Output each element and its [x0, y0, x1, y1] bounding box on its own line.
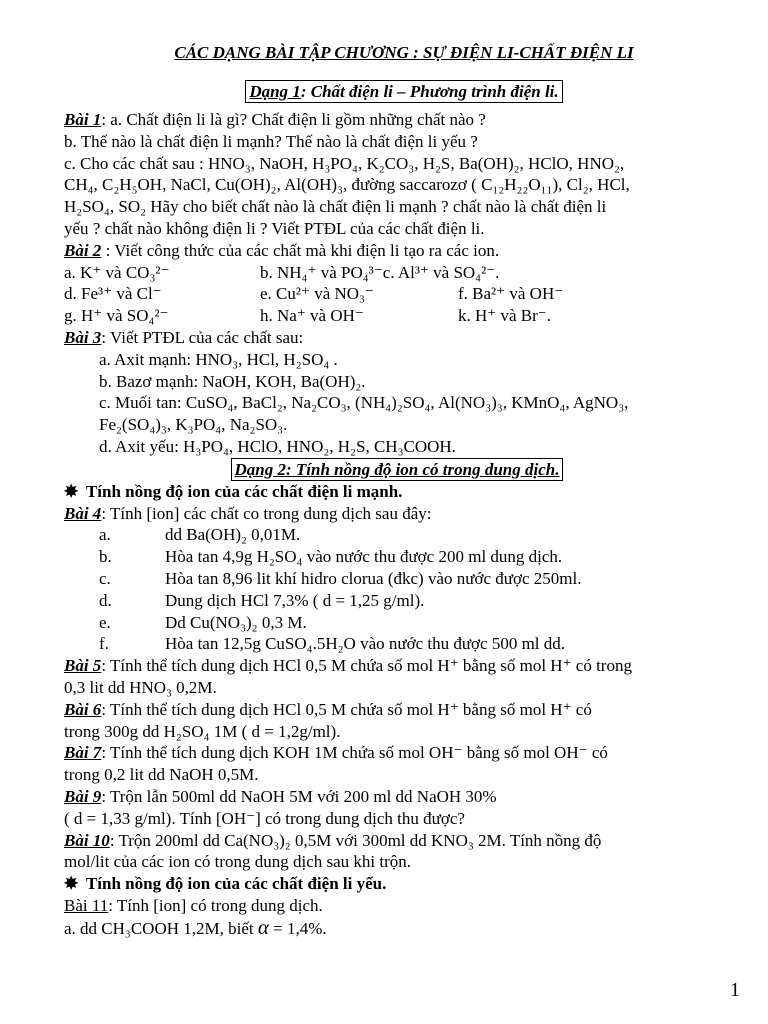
bai1-line-c3: H₂SO₄, SO₂ Hãy cho biết chất nào là chất điện li mạnh ? chất nào là chất điện li: [64, 197, 607, 217]
bai4-item-text: dd Ba(OH)₂ 0,01M.: [165, 525, 301, 545]
bai2-row-3: [64, 305, 744, 327]
dang2-box: Dạng 2: Tính nồng độ ion có trong dung dịch.: [231, 458, 564, 481]
bai11-a-value: = 1,4%.: [268, 918, 327, 938]
bai4-item: [64, 568, 744, 590]
star-icon: ✸: [64, 481, 79, 501]
dang1-label: Dạng 1: [249, 82, 301, 101]
bai4-item: [64, 633, 744, 655]
bai3-line: [64, 327, 744, 349]
bai3-item: a. Axit mạnh: HNO₃, HCl, H₂SO₄ .: [99, 349, 338, 369]
bai6-line-2: trong 300g dd H₂SO₄ 1M ( d = 1,2g/ml).: [64, 721, 341, 741]
bai2-label: Bài 2: [64, 240, 102, 260]
bai4-item: [64, 524, 744, 546]
alpha-symbol: α: [257, 914, 269, 939]
page-title: CÁC DẠNG BÀI TẬP CHƯƠNG : SỰ ĐIỆN LI-CHẤT ĐIỆN LI: [174, 43, 634, 62]
bai1-line-a: [64, 109, 744, 131]
bai2-cell: g. H⁺ và SO₄²⁻: [64, 306, 169, 326]
bai3-item: d. Axit yếu: H₃PO₄, HClO, HNO₂, H₂S, CH₃COOH.: [99, 436, 456, 456]
bai9-line-1: [64, 786, 744, 808]
bai1-label: Bài 1: [64, 110, 102, 129]
bai4-item-text: Hòa tan 12,5g CuSO₄.5H₂O vào nước thu được 500 ml dd.: [165, 634, 566, 654]
bai1-line-b: b. Thế nào là chất điện li mạnh? Thế nào là chất điện li yếu ?: [64, 131, 478, 151]
bai2-line: [64, 240, 744, 262]
bai3-label: Bài 3: [64, 327, 102, 347]
bai4-item-label: d.: [99, 590, 112, 610]
bai6-line-1: [64, 699, 744, 721]
bai5-text: : Tính thể tích dung dịch HCl 0,5 M chứa số mol H⁺ bằng số mol H⁺ có trong: [101, 656, 632, 676]
bai10-label: Bài 10: [64, 830, 110, 850]
bai4-item: [64, 546, 744, 568]
bai4-item-label: e.: [99, 612, 111, 632]
bai4-item-label: c.: [99, 568, 111, 588]
section-strong-heading: [64, 481, 744, 503]
bai4-item-text: Hòa tan 8,96 lit khí hidro clorua (đkc) vào nước được 250ml.: [165, 568, 582, 588]
bai5-line-2: 0,3 lit dd HNO₃ 0,2M.: [64, 677, 217, 697]
bai4-item-label: b.: [99, 547, 112, 567]
bai1-line-c4: yếu ? chất nào không điện li ? Viết PTĐL của các chất điện li.: [64, 218, 485, 238]
bai11-line: [64, 895, 744, 917]
bai9-line-2: ( d = 1,33 g/ml). Tính [OH⁻] có trong dung dịch thu được?: [64, 808, 465, 828]
bai5-line-1: [64, 655, 744, 677]
bai4-item: [64, 612, 744, 634]
bai7-label: Bài 7: [64, 743, 102, 763]
bai2-cell: e. Cu²⁺ và NO₃⁻: [260, 284, 374, 304]
bai3-text: : Viết PTĐL của các chất sau:: [101, 327, 304, 347]
bai7-text: : Tính thể tích dung dịch KOH 1M chứa số mol OH⁻ bằng số mol OH⁻ có: [101, 743, 608, 763]
bai4-line: [64, 503, 744, 525]
bai3-item: b. Bazơ mạnh: NaOH, KOH, Ba(OH)₂.: [99, 371, 366, 391]
bai2-cell: a. K⁺ và CO₃²⁻: [64, 262, 170, 282]
section-weak-heading: [64, 873, 744, 895]
bai4-item-label: f.: [99, 634, 109, 654]
bai11-label: Bài 11: [64, 895, 109, 915]
section-weak-text: Tính nồng độ ion của các chất điện li yếu.: [85, 874, 387, 894]
bai1-line-c2: CH₄, C₂H₅OH, NaCl, Cu(OH)₂, Al(OH)₃, đường saccarozơ ( C₁₂H₂₂O₁₁), Cl₂, HCl,: [64, 175, 630, 195]
bai7-line-2: trong 0,2 lit dd NaOH 0,5M.: [64, 765, 259, 785]
bai10-text: : Trộn 200ml dd Ca(NO₃)₂ 0,5M với 300ml dd KNO₃ 2M. Tính nồng độ: [109, 830, 602, 850]
bai2-cell: b. NH₄⁺ và PO₄³⁻c. Al³⁺ và SO₄²⁻.: [260, 262, 500, 282]
bai11-a-text: a. dd CH₃COOH 1,2M, biết: [64, 918, 258, 938]
bai2-row-1: [64, 262, 744, 284]
section-strong-text: Tính nồng độ ion của các chất điện li mạnh.: [85, 481, 403, 501]
star-icon: ✸: [64, 874, 79, 894]
section-dang1: [64, 80, 744, 103]
bai9-label: Bài 9: [64, 786, 102, 806]
bai1-line-c1: c. Cho các chất sau : HNO₃, NaOH, H₃PO₄, K₂CO₃, H₂S, Ba(OH)₂, HClO, HNO₂,: [64, 153, 625, 173]
bai4-item: [64, 590, 744, 612]
bai4-item-text: Hòa tan 4,9g H₂SO₄ vào nước thu được 200 ml dung dịch.: [165, 547, 563, 567]
bai11-line-a: [64, 914, 744, 940]
bai1-a: : a. Chất điện li là gì? Chất điện li gồm những chất nào ?: [101, 110, 486, 129]
bai6-label: Bài 6: [64, 699, 102, 719]
bai2-text: : Viết công thức của các chất mà khi điện li tạo ra các ion.: [101, 240, 500, 260]
bai4-item-text: Dd Cu(NO₃)₂ 0,3 M.: [165, 612, 307, 632]
bai10-line-2: mol/lit của các ion có trong dung dịch sau khi trộn.: [64, 852, 412, 872]
bai4-text: : Tính [ion] các chất co trong dung dịch sau đây:: [101, 503, 432, 523]
bai2-cell: h. Na⁺ và OH⁻: [260, 306, 364, 326]
bai10-line-1: [64, 830, 744, 852]
bai3-item: Fe₂(SO₄)₃, K₃PO₄, Na₂SO₃.: [99, 415, 288, 435]
bai7-line-1: [64, 742, 744, 764]
bai6-text: : Tính thể tích dung dịch HCl 0,5 M chứa số mol H⁺ bằng số mol H⁺ có: [101, 699, 592, 719]
bai3-item: c. Muối tan: CuSO₄, BaCl₂, Na₂CO₃, (NH₄)₂SO₄, Al(NO₃)₃, KMnO₄, AgNO₃,: [99, 393, 629, 413]
bai2-row-2: [64, 283, 744, 305]
bai2-cell: d. Fe³⁺ và Cl⁻: [64, 284, 162, 304]
page-number: 1: [730, 979, 740, 1001]
bai4-item-label: a.: [99, 525, 111, 545]
bai9-text: : Trộn lẫn 500ml dd NaOH 5M với 200 ml dd NaOH 30%: [101, 786, 497, 806]
bai2-cell: k. H⁺ và Br⁻.: [458, 306, 552, 326]
bai2-cell: f. Ba²⁺ và OH⁻: [458, 284, 564, 304]
document-page: [64, 42, 744, 939]
bai5-label: Bài 5: [64, 656, 102, 676]
bai11-text: : Tính [ion] có trong dung dịch.: [108, 895, 323, 915]
dang1-box: [245, 80, 562, 103]
dang1-text: : Chất điện li – Phương trình điện li.: [300, 82, 559, 101]
bai4-label: Bài 4: [64, 503, 102, 523]
bai4-item-text: Dung dịch HCl 7,3% ( d = 1,25 g/ml).: [165, 590, 425, 610]
section-dang2: [50, 458, 744, 481]
